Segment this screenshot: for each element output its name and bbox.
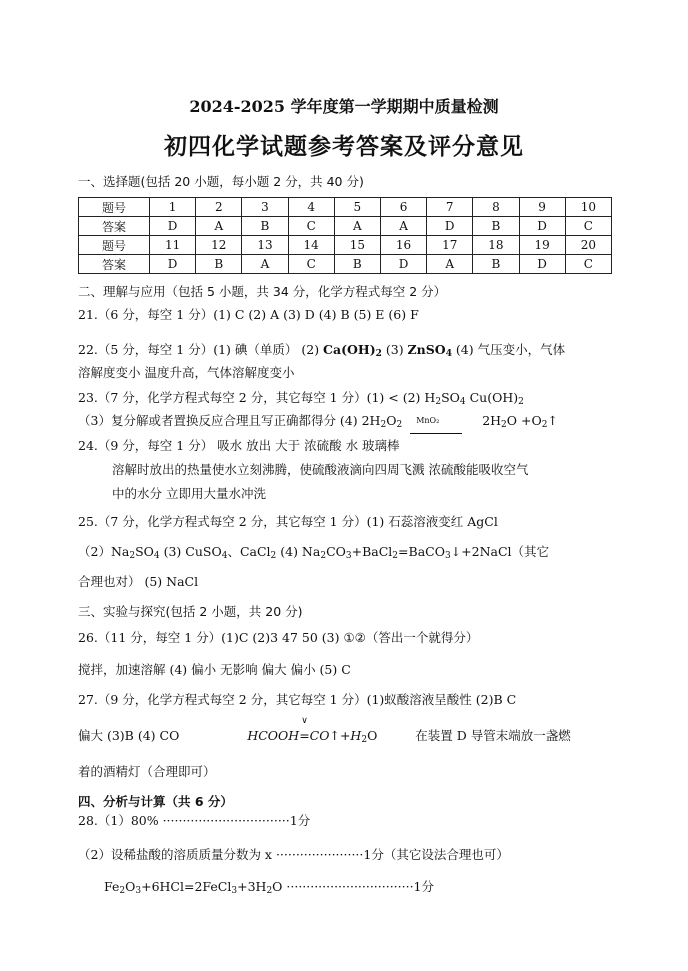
q26-line1: 26.（11 分，每空 1 分）(1)C (2)3 47 50 (3) ①②（答出一个就得分）	[78, 630, 479, 645]
q22-line1: 22.（5 分，每空 1 分）(1) 碘（单质） (2) $Ca(OH)_2$ (3) ZnSO$_4$ (4) 气压变小，气体	[78, 342, 566, 359]
table-cell: D	[427, 217, 473, 236]
table-cell: D	[150, 255, 196, 274]
q27-line1: 27.（9 分，化学方程式每空 2 分，其它每空 1 分）(1)蚁酸溶液呈酸性 (2)B C	[78, 692, 517, 707]
table-cell: C	[288, 255, 334, 274]
table-cell: A	[196, 217, 242, 236]
q24-line1: 24.（9 分，每空 1 分） 吸水 放出 大于 浓硫酸 水 玻璃棒	[78, 438, 400, 453]
table-cell: B	[473, 217, 519, 236]
q28-3: $Fe_2O_3+6HCl=2FeCl_3+3H_2O \cdot\cdot\cdot\cdot\cdot\cdot\cdot\cdot\cdot\cdot\cdot\cdot\cdot\cdot\cdot\cdot\cdot\cdot\cdot\cdot\cdot\cdot\cdot\cdot\cdot\cdot\cdot\cdot\cdot\cdot\cdot\cdot 1$分	[104, 879, 434, 896]
table-cell: D	[519, 217, 565, 236]
table-cell: 1	[150, 198, 196, 217]
table-cell: 10	[565, 198, 611, 217]
table-cell: 3	[242, 198, 288, 217]
table-cell: A	[334, 217, 380, 236]
table-cell: C	[288, 217, 334, 236]
q24-line3: 中的水分 立即用大量水冲洗	[112, 486, 266, 501]
table-cell: A	[427, 255, 473, 274]
table-cell: 17	[427, 236, 473, 255]
table-row	[79, 198, 612, 217]
table-cell: 11	[150, 236, 196, 255]
q28-1: 28.（1）80% ································1分	[78, 813, 311, 828]
table-cell: A	[242, 255, 288, 274]
table-cell: C	[565, 217, 611, 236]
table-cell: 13	[242, 236, 288, 255]
table-cell: B	[196, 255, 242, 274]
section3-heading: 三、实验与探究(包括 2 小题，共 20 分)	[78, 604, 303, 619]
table-cell: D	[519, 255, 565, 274]
section1-heading: 一、选择题(包括 20 小题，每小题 2 分，共 40 分)	[78, 174, 364, 189]
q24-line2: 溶解时放出的热量使水立刻沸腾，使硫酸液滴向四周飞溅 浓硫酸能吸收空气	[112, 462, 529, 477]
table-cell: 4	[288, 198, 334, 217]
row-header-cell: 答案	[79, 217, 150, 236]
table-cell: D	[380, 255, 426, 274]
table-cell: A	[380, 217, 426, 236]
table-cell: 19	[519, 236, 565, 255]
q26-line2: 搅拌，加速溶解 (4) 偏小 无影响 偏大 偏小 (5) C	[78, 662, 351, 677]
q25-line3: 合理也对） (5) NaCl	[78, 574, 199, 589]
row-header-cell: 答案	[79, 255, 150, 274]
q27-line2: 偏大 (3)B (4) CO HCOOH ∨ $=CO↑+H_2O$ 在装置 D 导管末端放一盏燃	[78, 716, 571, 745]
row-header-cell: 题号	[79, 236, 150, 255]
q25-line1: 25.（7 分，化学方程式每空 2 分，其它每空 1 分）(1) 石蕊溶液变红 AgCl	[78, 514, 498, 529]
table-cell: 14	[288, 236, 334, 255]
table-cell: 15	[334, 236, 380, 255]
year-line: 2024-2025 学年度第一学期期中质量检测	[189, 97, 499, 116]
q28-2: （2）设稀盐酸的溶质质量分数为 x ······················1分（其它设法合理也可）	[78, 847, 509, 862]
table-cell: 6	[380, 198, 426, 217]
table-cell: B	[334, 255, 380, 274]
table-row	[79, 255, 612, 274]
row-header-cell: 题号	[79, 198, 150, 217]
table-cell: 5	[334, 198, 380, 217]
q27-equation: HCOOH ∨ =CO↑+H	[247, 716, 362, 743]
table-cell: 20	[565, 236, 611, 255]
section4-heading: 四、分析与计算（共 6 分）	[78, 794, 233, 809]
q27-line3: 着的酒精灯（合理即可）	[78, 764, 216, 779]
table-cell: 9	[519, 198, 565, 217]
table-cell: 12	[196, 236, 242, 255]
table-cell: 18	[473, 236, 519, 255]
table-cell: 16	[380, 236, 426, 255]
table-row	[79, 236, 612, 255]
page-title: 初四化学试题参考答案及评分意见	[164, 133, 524, 160]
answer-table	[78, 197, 612, 274]
q23-line1: 23.（7 分，化学方程式每空 2 分，其它每空 1 分）(1) < (2) $H_2SO_4$ $Cu(OH)_2$	[78, 390, 524, 407]
table-cell: 7	[427, 198, 473, 217]
table-cell: B	[242, 217, 288, 236]
q25-line2: $(2)Na_2SO_4$ (3) CuSO$_4$、CaCl$_2$ (4) $Na_2CO_3+BaCl_2=BaCO_3↓+2NaCl$（其它	[78, 544, 550, 561]
table-cell: D	[150, 217, 196, 236]
table-cell: C	[565, 255, 611, 274]
q23-line2: （3）复分解或者置换反应合理且写正确都得分 (4) $2H_2O_2$ MnO₂ $2H_2O$ $+O_2↑$	[78, 411, 558, 430]
q21: 21.（6 分，每空 1 分）(1) C (2) A (3) D (4) B (5) E (6) F	[78, 307, 419, 322]
table-cell: 8	[473, 198, 519, 217]
table-cell: 2	[196, 198, 242, 217]
q22-line2: 溶解度变小 温度升高，气体溶解度变小	[78, 365, 295, 380]
section2-heading: 二、理解与应用（包括 5 小题，共 34 分，化学方程式每空 2 分）	[78, 284, 447, 299]
table-cell: B	[473, 255, 519, 274]
table-row	[79, 217, 612, 236]
